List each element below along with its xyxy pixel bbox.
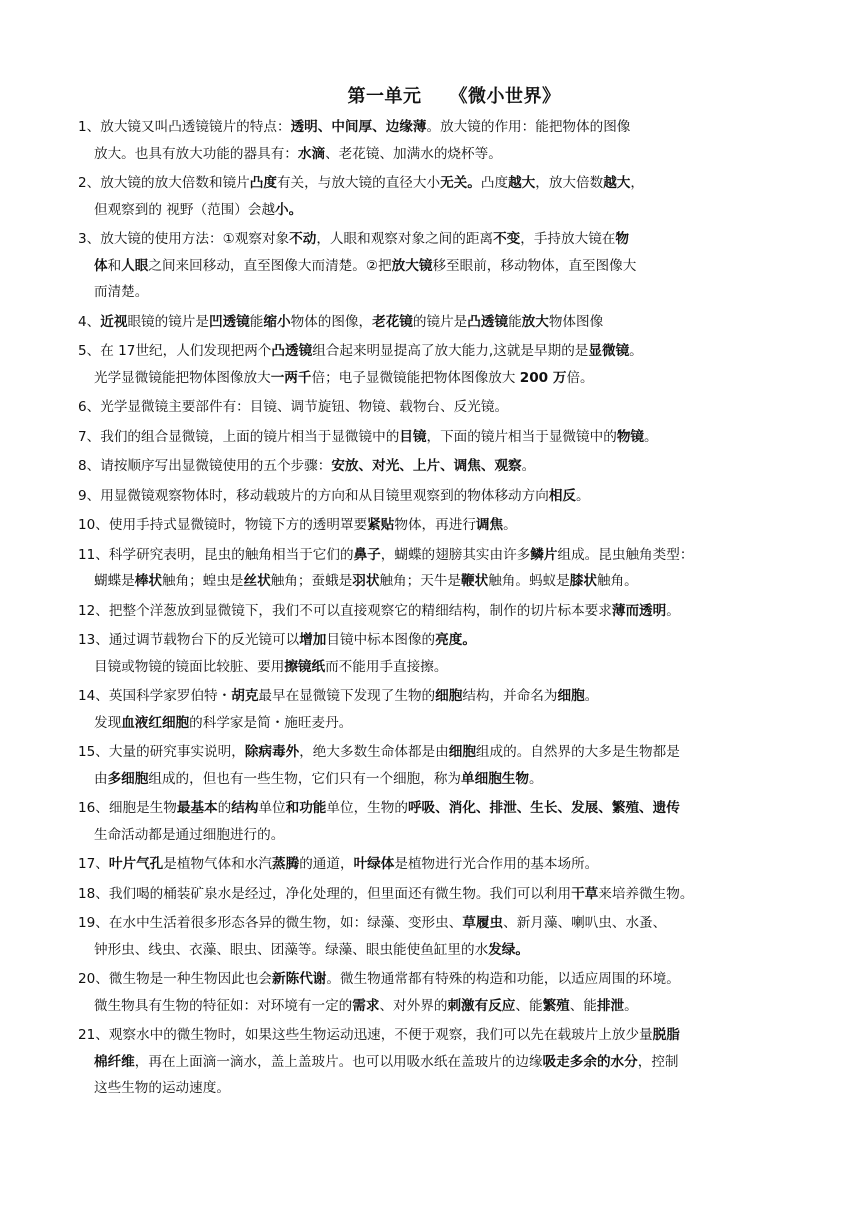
list-item: [78, 881, 820, 908]
bold-keyword: 胡克: [231, 688, 259, 704]
bold-keyword: 鳞片: [530, 546, 558, 563]
bold-keyword: 近视: [100, 313, 128, 330]
bold-keyword: 吸走多余的水分: [542, 1053, 638, 1070]
text-segment: 4、: [78, 313, 101, 330]
text-segment: 11、科学研究表明，昆虫的触角相当于它们的: [78, 546, 354, 563]
bold-keyword: 物镜: [616, 428, 644, 445]
bold-keyword: 紧贴: [367, 517, 395, 533]
text-segment: 组成的，但也有一些生物，它们只有一个细胞，称为: [148, 770, 462, 787]
bold-keyword: 排泄: [596, 997, 625, 1014]
text-segment: ，蝴蝶的翅膀其实由许多: [380, 546, 531, 563]
bold-keyword: 薄而透明: [611, 602, 667, 619]
text-segment: 蝴蝶是: [94, 573, 135, 589]
text-segment: 。: [624, 997, 638, 1014]
text-line: [78, 966, 820, 993]
bold-keyword: 水滴: [297, 145, 326, 162]
bold-keyword: 体: [94, 257, 108, 274]
text-segment: 9、用显微镜观察物体时，移动载玻片的方向和从目镜里观察到的物体移动方向: [78, 487, 549, 504]
list-item: [78, 170, 820, 223]
text-line: [78, 881, 820, 908]
list-item: [78, 966, 820, 1019]
bold-keyword: 凸透镜: [271, 343, 313, 359]
text-segment: 微生物具有生物的特征如：对环境有一定的: [94, 997, 353, 1014]
text-segment: 。: [644, 428, 658, 445]
text-line: [78, 279, 820, 306]
list-item: [78, 453, 820, 480]
bold-keyword: 无关。: [440, 175, 481, 191]
text-segment: ，再在上面滴一滴水，盖上盖玻片。也可以用吸水纸在盖玻片的边缘: [134, 1053, 543, 1070]
text-line: [78, 512, 820, 539]
text-line: [78, 424, 820, 451]
bold-keyword: 越大: [508, 175, 536, 191]
text-segment: 、老花镜、加满水的烧杯等。: [325, 145, 502, 162]
text-line: [78, 1022, 820, 1049]
text-segment: 最早在显微镜下发现了生物的: [258, 688, 436, 704]
text-segment: 。: [529, 770, 543, 787]
text-segment: 17、: [78, 856, 109, 872]
text-segment: 7、我们的组合显微镜，上面的镜片相当于显微镜中的: [78, 428, 400, 445]
text-segment: 物体图像: [548, 313, 604, 330]
text-segment: 13、通过调节载物台下的反光镜可以: [78, 632, 300, 648]
text-segment: 组成。昆虫触角类型：: [557, 546, 694, 563]
text-segment: 放大。也具有放大功能的器具有：: [94, 145, 298, 162]
text-segment: 而清楚。: [94, 284, 149, 300]
text-segment: ，放大倍数: [535, 175, 604, 191]
text-segment: 光学显微镜能把物体图像放大: [94, 369, 271, 386]
text-segment: 18、我们喝的桶装矿泉水是经过，净化处理的，但里面还有微生物。我们可以利用: [78, 885, 572, 902]
text-segment: 2、放大镜的放大倍数和镜片: [78, 175, 250, 191]
text-line: [78, 766, 820, 793]
text-segment: 14、英国科学家罗伯特・: [78, 688, 232, 704]
text-line: [78, 1049, 820, 1076]
text-segment: 触角；天牛是: [379, 573, 462, 589]
text-line: [78, 253, 820, 280]
bold-keyword: 凹透镜: [209, 313, 250, 330]
text-segment: 能: [249, 313, 264, 330]
text-segment: 、能: [569, 997, 597, 1014]
list-item: [78, 512, 820, 539]
text-segment: ，下面的镜片相当于显微镜中的: [426, 428, 617, 445]
bold-keyword: 调焦: [475, 517, 504, 533]
text-line: [78, 937, 820, 964]
text-segment: 20、微生物是一种生物因此也会: [78, 971, 273, 987]
bold-keyword: 丝状: [243, 573, 271, 589]
list-item: [78, 309, 820, 336]
text-line: [78, 365, 820, 392]
list-item: [78, 226, 820, 306]
text-segment: 物体，再进行: [394, 517, 476, 533]
bold-keyword: 草履虫: [462, 915, 504, 931]
text-segment: 而不能用手直接擦。: [325, 658, 448, 675]
text-segment: 、能: [515, 997, 543, 1014]
bold-keyword: 最基本: [176, 800, 218, 816]
list-item: [78, 1022, 820, 1102]
text-line: [78, 654, 820, 681]
text-segment: 目镜或物镜的镜面比较脏、要用: [94, 658, 285, 675]
bold-keyword: 蒸腾: [272, 856, 300, 872]
text-segment: 结构，并命名为: [462, 688, 558, 704]
bold-keyword: 呼吸、消化、排泄、生长、发展、繁殖、遗传: [407, 800, 680, 816]
text-line: [78, 483, 820, 510]
text-segment: 、新月藻、喇叭虫、水蚤、: [503, 915, 667, 931]
text-line: [78, 795, 820, 822]
bold-keyword: 繁殖: [542, 997, 570, 1014]
text-segment: 。: [584, 688, 599, 704]
text-segment: 、对外界的: [379, 997, 448, 1014]
text-segment: 触角；蚕蛾是: [270, 573, 353, 589]
text-line: [78, 993, 820, 1020]
text-segment: 倍。: [566, 369, 594, 386]
bold-keyword: 亮度。: [435, 632, 476, 648]
text-segment: 触角。: [596, 573, 638, 589]
bold-keyword: 需求: [352, 997, 380, 1014]
text-line: [78, 710, 820, 737]
text-segment: 。: [521, 458, 536, 474]
bold-keyword: 不动: [289, 231, 317, 247]
text-segment: 发现: [94, 714, 122, 731]
text-segment: 是植物进行光合作用的基本场所。: [394, 856, 599, 872]
text-segment: 眼镜的镜片是: [127, 313, 209, 330]
bold-keyword: 叶片气孔: [108, 856, 164, 872]
list-item: [78, 795, 820, 848]
bold-keyword: 200 万: [519, 369, 567, 386]
bold-keyword: 血液红细胞: [121, 714, 190, 731]
text-segment: ，手持放大镜在: [520, 231, 616, 247]
text-segment: 有关，与放大镜的直径大小: [276, 175, 441, 191]
text-line: [78, 598, 820, 625]
text-segment: 。: [629, 343, 643, 359]
text-line: [78, 627, 820, 654]
bold-keyword: 叶绿体: [353, 856, 395, 872]
text-line: [78, 910, 820, 937]
bold-keyword: 刺激有反应: [447, 997, 516, 1014]
bold-keyword: 凸度: [249, 175, 277, 191]
bold-keyword: 结构: [231, 800, 259, 816]
bold-keyword: 越大: [603, 175, 631, 191]
bold-keyword: 放大镜: [391, 257, 433, 274]
list-item: [78, 910, 820, 963]
bold-keyword: 不变: [493, 231, 521, 247]
bold-keyword: 放大: [521, 313, 549, 330]
bold-keyword: 物: [615, 231, 629, 247]
list-item: [78, 114, 820, 167]
text-line: [78, 114, 820, 141]
text-segment: 由: [94, 770, 108, 787]
list-item: [78, 424, 820, 451]
text-segment: 之间来回移动，直至图像大而清楚。②把: [148, 257, 392, 274]
text-segment: 组合起来明显提高了放大能力,这就是早期的是: [312, 343, 589, 359]
text-segment: 移至眼前，移动物体，直至图像大: [432, 257, 637, 274]
text-segment: ，绝大多数生命体都是由: [299, 744, 449, 760]
text-segment: 这些生物的运动速度。: [94, 1080, 230, 1096]
bold-keyword: 人眼: [121, 257, 149, 274]
text-segment: 倍；电子显微镜能把物体图像放大: [311, 369, 520, 386]
list-item: [78, 683, 820, 736]
text-segment: 19、在水中生活着很多形态各异的微生物，如：绿藻、变形虫、: [78, 915, 463, 931]
text-segment: 和: [107, 257, 122, 274]
text-segment: 的科学家是简・施旺麦丹。: [189, 714, 353, 731]
bold-keyword: 鼻子: [353, 546, 381, 563]
text-segment: 是植物气体和水汽: [163, 856, 273, 872]
bold-keyword: 小。: [275, 201, 303, 218]
text-line: [78, 226, 820, 253]
text-segment: 的: [217, 800, 232, 816]
text-line: [78, 197, 820, 224]
text-segment: 。微生物通常都有特殊的构造和功能，以适应周围的环境。: [326, 971, 680, 987]
text-line: [78, 822, 820, 849]
bold-keyword: 凸透镜: [467, 313, 509, 330]
list-item: [78, 627, 820, 680]
text-line: [78, 851, 820, 878]
bold-keyword: 新陈代谢: [272, 971, 327, 987]
list-item: [78, 338, 820, 391]
text-line: [78, 338, 820, 365]
bold-keyword: 细胞: [557, 688, 585, 704]
bold-keyword: 羽状: [352, 573, 380, 589]
text-segment: 。: [666, 602, 680, 619]
text-segment: 来培养微生物。: [598, 885, 694, 902]
bold-keyword: 鞭状: [461, 573, 489, 589]
text-segment: 目镜中标本图像的: [326, 632, 436, 648]
text-segment: 3、放大镜的使用方法：①观察对象: [78, 231, 290, 247]
text-segment: 1、放大镜又叫凸透镜镜片的特点：: [78, 119, 291, 135]
bold-keyword: 细胞: [448, 744, 476, 760]
bold-keyword: 除病毒外: [244, 744, 300, 760]
bold-keyword: 透明、中间厚、边缘薄: [290, 119, 427, 135]
text-line: [78, 542, 820, 569]
list-item: [78, 483, 820, 510]
bold-keyword: 单细胞生物: [461, 770, 529, 787]
text-segment: 。放大镜的作用：能把物体的图像: [426, 119, 631, 135]
bold-keyword: 多细胞: [107, 770, 149, 787]
bold-keyword: 一两千: [270, 369, 312, 386]
bold-keyword: 显微镜: [588, 343, 630, 359]
text-segment: 钟形虫、线虫、衣藻、眼虫、团藻等。绿藻、眼虫能使鱼缸里的水: [94, 941, 489, 958]
text-line: [78, 309, 820, 336]
text-line: [78, 739, 820, 766]
list-item: [78, 394, 820, 421]
bold-keyword: 缩小: [263, 313, 291, 330]
text-segment: 。: [503, 517, 517, 533]
text-segment: 。: [576, 487, 590, 504]
text-segment: 的镜片是: [412, 313, 468, 330]
text-segment: ，: [630, 175, 644, 191]
text-segment: 15、大量的研究事实说明，: [78, 744, 245, 760]
text-line: [78, 394, 820, 421]
text-line: [78, 568, 820, 595]
text-line: [78, 170, 820, 197]
text-segment: 的通道，: [299, 856, 354, 872]
list-item: [78, 739, 820, 792]
text-segment: 单位: [258, 800, 286, 816]
bold-keyword: 细胞: [435, 688, 463, 704]
bold-keyword: 脱脂: [652, 1027, 680, 1043]
text-segment: 能: [508, 313, 522, 330]
bold-keyword: 老花镜: [372, 313, 413, 330]
bold-keyword: 棉纤维: [94, 1053, 135, 1070]
text-segment: 生命活动都是通过细胞进行的。: [94, 826, 285, 843]
bold-keyword: 擦镜纸: [284, 658, 326, 675]
text-segment: 21、观察水中的微生物时，如果这些生物运动迅速，不便于观察，我们可以先在载玻片上放少量: [78, 1027, 653, 1043]
text-line: [78, 683, 820, 710]
text-segment: 凸度: [480, 175, 509, 191]
text-segment: 触角。蚂蚁是: [488, 573, 570, 589]
bold-keyword: 安放、对光、上片、调焦、观察: [331, 458, 522, 474]
bold-keyword: 目镜: [399, 428, 427, 445]
bold-keyword: 相反: [548, 487, 577, 504]
bold-keyword: 发绿。: [488, 941, 529, 958]
list-item: [78, 851, 820, 878]
text-line: [78, 141, 820, 168]
notes-list: [78, 114, 820, 1102]
text-segment: ，控制: [637, 1053, 679, 1070]
text-segment: 5、在 17世纪，人们发现把两个: [78, 343, 272, 359]
text-line: [78, 1075, 820, 1102]
text-segment: 6、光学显微镜主要部件有：目镜、调节旋钮、物镜、载物台、反光镜。: [78, 399, 509, 415]
text-segment: 物体的图像，: [290, 313, 373, 330]
text-segment: 组成的。自然界的大多是生物都是: [475, 744, 680, 760]
text-segment: 单位，生物的: [326, 800, 408, 816]
text-segment: 10、使用手持式显微镜时，物镜下方的透明罩要: [78, 517, 368, 533]
bold-keyword: 棒状: [134, 573, 162, 589]
bold-keyword: 增加: [299, 632, 327, 648]
page-title: 第一单元 《微小世界》: [347, 86, 561, 107]
bold-keyword: 干草: [571, 885, 599, 902]
bold-keyword: 膝状: [569, 573, 597, 589]
text-segment: 16、细胞是生物: [78, 800, 177, 816]
text-line: [78, 453, 820, 480]
text-segment: 触角；蝗虫是: [161, 573, 244, 589]
text-segment: 12、把整个洋葱放到显微镜下，我们不可以直接观察它的精细结构，制作的切片标本要求: [78, 602, 612, 619]
bold-keyword: 和功能: [285, 800, 327, 816]
text-segment: 但观察到的 视野（范围）会越: [94, 201, 276, 218]
list-item: [78, 598, 820, 625]
text-segment: 8、请按顺序写出显微镜使用的五个步骤：: [78, 458, 332, 474]
list-item: [78, 542, 820, 595]
text-segment: ，人眼和观察对象之间的距离: [316, 231, 494, 247]
